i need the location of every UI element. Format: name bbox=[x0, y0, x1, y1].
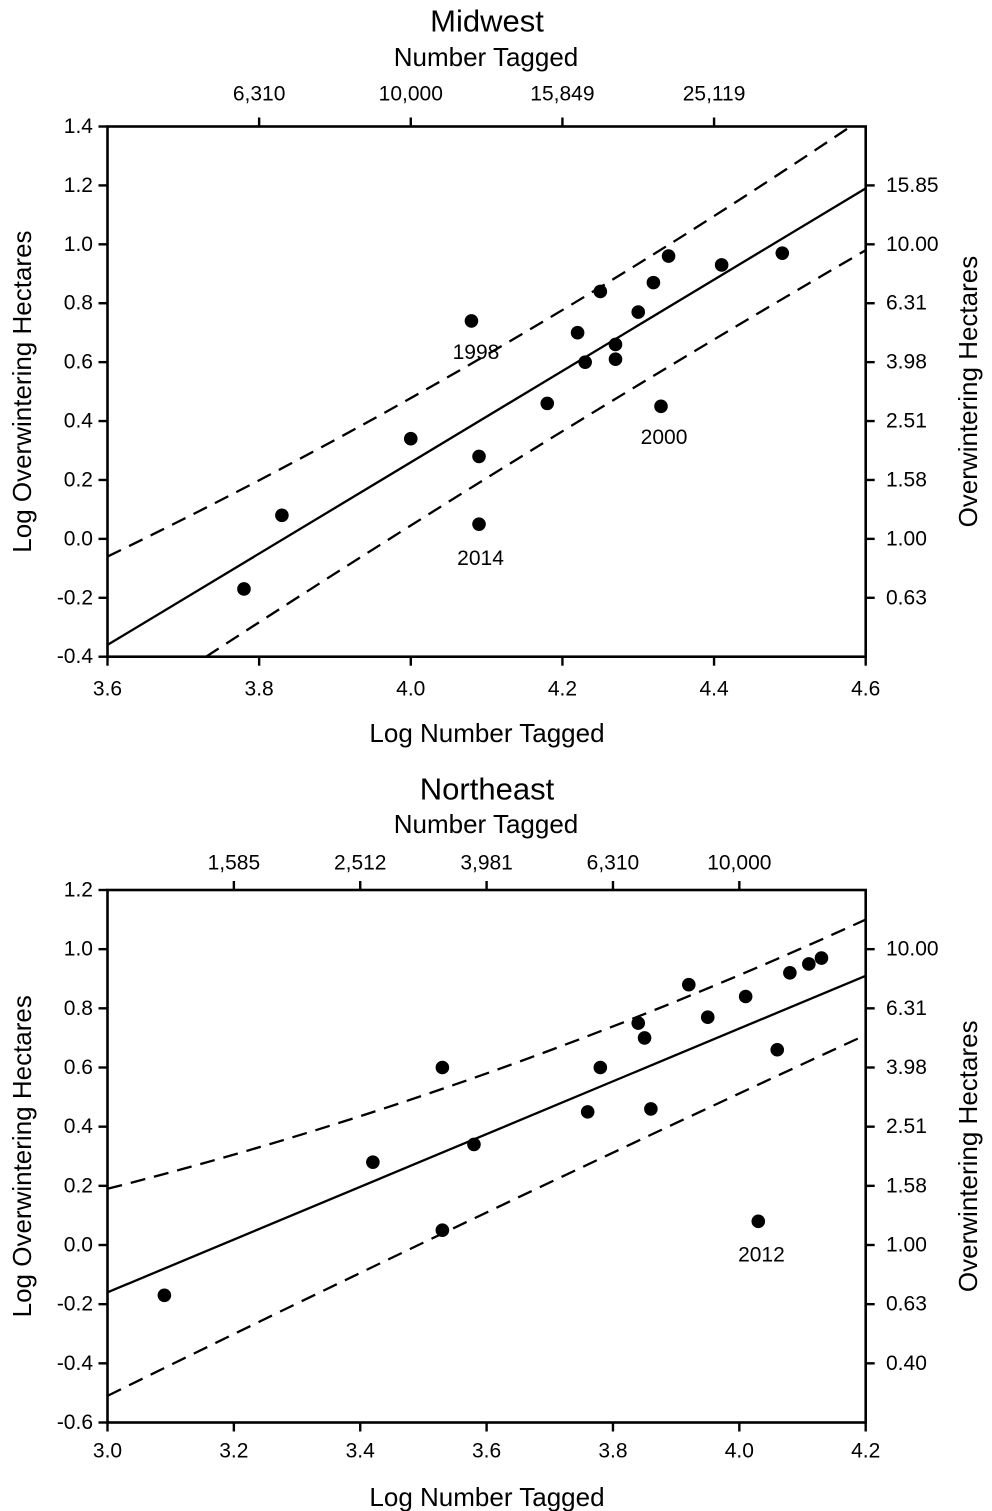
tick-label: 3.98 bbox=[886, 1056, 927, 1079]
tick-label: 3.2 bbox=[219, 1439, 249, 1463]
tick-label: 10,000 bbox=[378, 82, 443, 106]
tick-label: 10.00 bbox=[886, 232, 939, 256]
tick-label: 0.63 bbox=[886, 1292, 927, 1316]
tick-label: 1.58 bbox=[886, 1174, 927, 1198]
year-annotation: 1998 bbox=[452, 340, 500, 364]
year-annotation: 2014 bbox=[457, 546, 504, 570]
data-point bbox=[609, 352, 623, 366]
data-point bbox=[366, 1155, 380, 1169]
data-point bbox=[472, 517, 486, 531]
tick-label: 0.6 bbox=[63, 1056, 93, 1079]
data-point bbox=[654, 400, 668, 414]
tick-label: 4.0 bbox=[396, 677, 426, 701]
data-point bbox=[701, 1010, 715, 1024]
tick-label: 4.4 bbox=[699, 677, 729, 701]
x-axis-title: Log Number Tagged bbox=[369, 718, 605, 748]
tick-label: 1.2 bbox=[63, 173, 93, 197]
panel-background bbox=[0, 0, 992, 755]
data-point bbox=[581, 1105, 595, 1119]
tick-label: 15.85 bbox=[886, 173, 939, 197]
tick-label: 4.2 bbox=[851, 1439, 881, 1463]
tick-label: 0.0 bbox=[63, 527, 93, 551]
tick-label: -0.6 bbox=[56, 1411, 93, 1434]
tick-label: 2.51 bbox=[886, 409, 927, 433]
tick-label: 4.0 bbox=[724, 1439, 754, 1463]
data-point bbox=[436, 1223, 450, 1237]
year-annotation: 2012 bbox=[738, 1243, 785, 1267]
midwest-scatter-plot bbox=[0, 0, 992, 755]
tick-label: 15,849 bbox=[530, 82, 595, 106]
data-point bbox=[609, 338, 623, 352]
tick-label: 3,981 bbox=[460, 851, 513, 875]
data-point bbox=[783, 966, 797, 980]
tick-label: 2,512 bbox=[333, 851, 387, 875]
tick-label: 1.2 bbox=[63, 878, 93, 902]
tick-label: 4.2 bbox=[547, 677, 578, 701]
tick-label: 3.8 bbox=[598, 1439, 628, 1463]
data-point bbox=[638, 1031, 652, 1045]
data-point bbox=[815, 951, 829, 965]
data-point bbox=[770, 1043, 784, 1057]
tick-label: 4.6 bbox=[851, 677, 881, 701]
data-point bbox=[571, 326, 585, 340]
data-point bbox=[631, 305, 645, 319]
tick-label: 6.31 bbox=[886, 291, 927, 315]
data-point bbox=[775, 246, 789, 260]
northeast-scatter-plot bbox=[0, 755, 992, 1511]
tick-label: 0.8 bbox=[63, 291, 93, 315]
tick-label: 1.4 bbox=[63, 115, 93, 138]
data-point bbox=[682, 978, 696, 992]
data-point bbox=[751, 1215, 765, 1229]
tick-label: 25,119 bbox=[682, 82, 746, 106]
tick-label: 1,585 bbox=[207, 851, 261, 875]
tick-label: 6,310 bbox=[232, 82, 286, 106]
tick-label: 0.2 bbox=[63, 1174, 93, 1198]
data-point bbox=[404, 432, 418, 446]
tick-label: 10,000 bbox=[707, 851, 772, 875]
tick-label: 2.51 bbox=[886, 1115, 927, 1139]
tick-label: 10.00 bbox=[886, 937, 939, 961]
tick-label: -0.4 bbox=[56, 645, 93, 669]
data-point bbox=[237, 582, 251, 596]
tick-label: -0.4 bbox=[56, 1351, 93, 1375]
tick-label: 0.6 bbox=[63, 350, 93, 374]
tick-label: 3.6 bbox=[92, 677, 123, 701]
tick-label: 3.6 bbox=[471, 1439, 502, 1463]
data-point bbox=[540, 397, 554, 411]
tick-label: 1.58 bbox=[886, 468, 927, 492]
top-axis-title: Number Tagged bbox=[393, 42, 579, 72]
data-point bbox=[644, 1102, 658, 1116]
top-axis-title: Number Tagged bbox=[393, 809, 579, 839]
data-point bbox=[739, 990, 753, 1004]
data-point bbox=[467, 1138, 481, 1152]
data-point bbox=[578, 355, 592, 369]
right-y-axis-title: Overwintering Hectares bbox=[953, 255, 983, 528]
tick-label: 0.2 bbox=[63, 468, 93, 492]
data-point bbox=[662, 249, 676, 263]
year-annotation: 2000 bbox=[640, 426, 688, 450]
left-y-axis-title: Log Overwintering Hectares bbox=[7, 230, 37, 553]
tick-label: 1.0 bbox=[63, 232, 93, 256]
data-point bbox=[715, 258, 729, 272]
tick-label: 3.4 bbox=[345, 1439, 375, 1463]
tick-label: 0.4 bbox=[63, 1115, 93, 1139]
tick-label: 3.98 bbox=[886, 350, 927, 374]
data-point bbox=[436, 1061, 450, 1075]
data-point bbox=[802, 957, 816, 971]
tick-label: 6.31 bbox=[886, 996, 927, 1020]
panel-title: Northeast bbox=[419, 771, 555, 807]
data-point bbox=[275, 509, 289, 523]
data-point bbox=[594, 1061, 608, 1075]
data-point bbox=[158, 1288, 172, 1302]
tick-label: 1.00 bbox=[886, 527, 927, 551]
tick-label: 0.0 bbox=[63, 1233, 93, 1257]
tick-label: 0.40 bbox=[886, 1351, 927, 1375]
tick-label: -0.2 bbox=[56, 586, 93, 610]
tick-label: 1.0 bbox=[63, 937, 93, 961]
tick-label: 1.00 bbox=[886, 1233, 927, 1257]
tick-label: 3.0 bbox=[92, 1439, 123, 1463]
right-y-axis-title: Overwintering Hectares bbox=[953, 1020, 983, 1293]
data-point bbox=[631, 1016, 645, 1030]
tick-label: -0.2 bbox=[56, 1292, 93, 1316]
tick-label: 0.63 bbox=[886, 586, 927, 610]
x-axis-title: Log Number Tagged bbox=[369, 1482, 605, 1511]
data-point bbox=[472, 450, 486, 464]
tick-label: 0.8 bbox=[63, 996, 93, 1020]
left-y-axis-title: Log Overwintering Hectares bbox=[7, 995, 37, 1318]
data-point bbox=[594, 285, 608, 299]
panel-title: Midwest bbox=[430, 3, 544, 39]
data-point bbox=[465, 314, 479, 328]
tick-label: 0.4 bbox=[63, 409, 93, 433]
tick-label: 6,310 bbox=[586, 851, 640, 875]
tick-label: 3.8 bbox=[244, 677, 274, 701]
data-point bbox=[647, 276, 661, 290]
